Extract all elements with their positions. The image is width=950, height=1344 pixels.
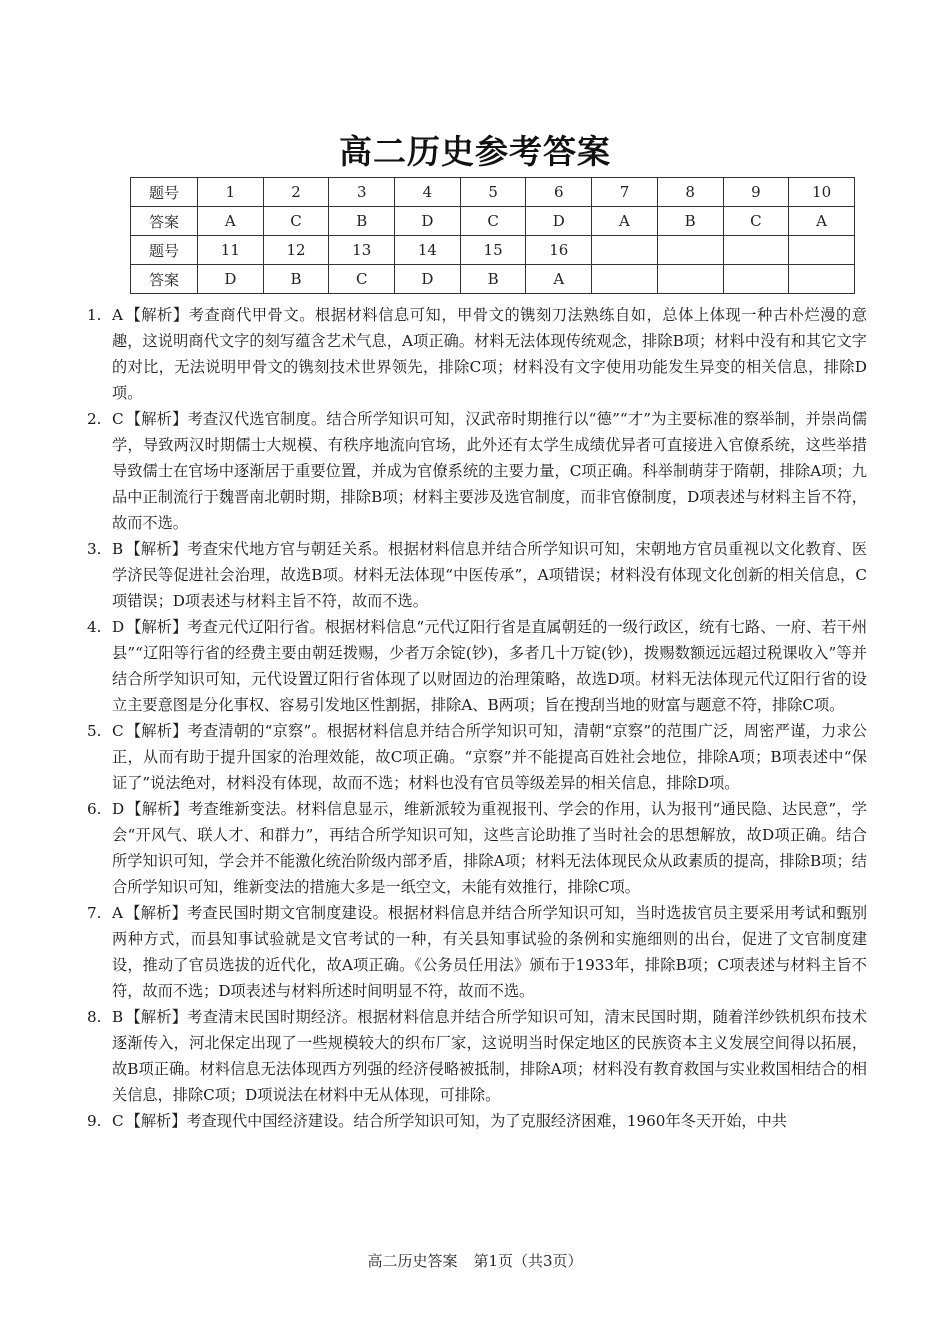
table-cell: 8	[657, 178, 723, 207]
table-cell: B	[263, 265, 329, 294]
table-cell: A	[526, 265, 592, 294]
item-answer: D	[112, 800, 125, 818]
table-cell: A	[592, 207, 658, 236]
explanation-item	[87, 614, 867, 718]
analysis-tag: 【解析】	[124, 904, 188, 922]
table-cell	[789, 265, 855, 294]
item-text: 考查元代辽阳行省。根据材料信息“元代辽阳行省是直属朝廷的一级行政区，统有七路、一府、若干州县”“辽阳等行省的经费主要由朝廷拨赐，少者万余锭(钞)，多者几十万锭(钞)，拨赐数额远远超过税课收入”等并结合所学知识可知，元代设置辽阳行省体现了以财固边的治理策略，故选D项。材料无法体现元代辽阳行省的设立主要意图是分化事权、容易引发地区性割据，排除A、B两项；旨在搜刮当地的财富与题意不符，排除C项。	[112, 618, 868, 714]
explanation-item	[87, 536, 867, 614]
table-cell: B	[460, 265, 526, 294]
analysis-tag: 【解析】	[125, 1008, 188, 1026]
table-cell: D	[526, 207, 592, 236]
table-cell	[789, 236, 855, 265]
table-cell: 4	[395, 178, 461, 207]
table-cell	[657, 236, 723, 265]
table-row	[131, 236, 855, 265]
table-cell: 13	[329, 236, 395, 265]
table-cell: 9	[723, 178, 789, 207]
explanation-item	[87, 796, 867, 900]
item-text: 考查现代中国经济建设。结合所学知识可知，为了克服经济困难，1960年冬天开始，中共	[186, 1112, 787, 1130]
item-number: 2.	[87, 410, 102, 428]
item-number: 3.	[87, 540, 102, 558]
item-answer: C	[112, 410, 124, 428]
explanation-item	[87, 900, 867, 1004]
table-cell: C	[723, 207, 789, 236]
table-cell	[723, 236, 789, 265]
explanation-item	[87, 718, 867, 796]
item-text: 考查宋代地方官与朝廷关系。根据材料信息并结合所学知识可知，宋朝地方官员重视以文化教育、医学济民等促进社会治理，故选B项。材料无法体现“中医传承”，A项错误；材料没有体现文化创新的相关信息，C项错误；D项表述与材料主旨不符，故而不选。	[112, 540, 868, 610]
table-cell: 1	[198, 178, 264, 207]
analysis-tag: 【解析】	[126, 618, 188, 636]
item-text: 考查汉代选官制度。结合所学知识可知，汉武帝时期推行以“德”“才”为主要标准的察举制，并崇尚儒学，导致两汉时期儒士大规模、有秩序地流向官场，此外还有太学生成绩优异者可直接进入官僚系统，这些举措导致儒士在官场中逐渐居于重要位置，并成为官僚系统的主要力量，C项正确。科举制萌芽于隋朝，排除A项；九品中正制流行于魏晋南北朝时期，排除B项；材料主要涉及选官制度，而非官僚制度，D项表述与材料主旨不符，故而不选。	[112, 410, 868, 532]
item-answer: D	[112, 618, 125, 636]
table-cell: 10	[789, 178, 855, 207]
item-text: 考查维新变法。材料信息显示，维新派较为重视报刊、学会的作用，认为报刊“通民隐、达民意”，学会“开风气、联人才、和群力”，再结合所学知识可知，这些言论助推了当时社会的思想解放，故D项正确。结合所学知识可知，学会并不能激化统治阶级内部矛盾，排除A项；材料无法体现民众从政素质的提高，排除B项；结合所学知识可知，维新变法的措施大多是一纸空文，未能有效推行，排除C项。	[112, 800, 867, 896]
table-cell: B	[329, 207, 395, 236]
analysis-tag: 【解析】	[125, 722, 188, 740]
item-text: 考查清朝的“京察”。根据材料信息并结合所学知识可知，清朝“京察”的范围广泛，周密严谨，力求公正，从而有助于提升国家的治理效能，故C项正确。“京察”并不能提高百姓社会地位，排除A项；B项表述中“保证了”说法绝对，材料没有体现，故而不选；材料也没有官员等级差异的相关信息，排除D项。	[112, 722, 867, 792]
item-number: 4.	[87, 618, 102, 636]
table-cell: 2	[263, 178, 329, 207]
row-header: 答案	[131, 207, 198, 236]
item-number: 8.	[87, 1008, 102, 1026]
table-cell: A	[198, 207, 264, 236]
table-cell: 5	[460, 178, 526, 207]
table-cell: C	[263, 207, 329, 236]
table-cell	[592, 265, 658, 294]
table-cell	[657, 265, 723, 294]
row-header: 题号	[131, 178, 198, 207]
item-answer: B	[112, 1008, 124, 1026]
table-row	[131, 265, 855, 294]
table-cell: 16	[526, 236, 592, 265]
item-text: 考查商代甲骨文。根据材料信息可知，甲骨文的镌刻刀法熟练自如，总体上体现一种古朴烂漫的意趣，这说明商代文字的刻写蕴含艺术气息，A项正确。材料无法体现传统观念，排除B项；材料中没有和其它文字的对比，无法说明甲骨文的镌刻技术世界领先，排除C项；材料没有文字使用功能发生异变的相关信息，排除D项。	[112, 306, 868, 402]
table-cell: 12	[263, 236, 329, 265]
item-number: 9.	[87, 1112, 102, 1130]
table-cell	[592, 236, 658, 265]
item-number: 6.	[87, 800, 102, 818]
page-footer	[0, 1250, 950, 1271]
table-cell: A	[789, 207, 855, 236]
table-cell: D	[198, 265, 264, 294]
item-text: 考查民国时期文官制度建设。根据材料信息并结合所学知识可知，当时选拔官员主要采用考试和甄别两种方式，而县知事试验就是文官考试的一种，有关县知事试验的条例和实施细则的出台，促进了文官制度建设，推动了官员选拔的近代化，故A项正确。《公务员任用法》颁布于1933年，排除B项；C项表述与材料主旨不符，故而不选；D项表述与材料所述时间明显不符，故而不选。	[112, 904, 868, 1000]
analysis-tag: 【解析】	[125, 540, 188, 558]
explanation-item	[87, 302, 867, 406]
item-answer: C	[112, 1112, 124, 1130]
table-cell: B	[657, 207, 723, 236]
item-answer: B	[112, 540, 124, 558]
table-cell: 11	[198, 236, 264, 265]
explanation-item	[87, 1004, 867, 1108]
explanation-item	[87, 1108, 867, 1134]
footer-page-number: 第1页（共3页）	[473, 1252, 583, 1270]
analysis-tag: 【解析】	[124, 306, 189, 324]
table-row	[131, 178, 855, 207]
row-header: 题号	[131, 236, 198, 265]
table-row	[131, 207, 855, 236]
table-cell: C	[460, 207, 526, 236]
footer-doc-name: 高二历史答案	[367, 1252, 458, 1270]
table-cell: D	[395, 265, 461, 294]
analysis-tag: 【解析】	[125, 1112, 187, 1130]
item-answer: A	[112, 904, 123, 922]
table-cell	[723, 265, 789, 294]
table-cell: 6	[526, 178, 592, 207]
table-cell: 14	[395, 236, 461, 265]
table-cell: 15	[460, 236, 526, 265]
item-answer: C	[112, 722, 124, 740]
table-cell: 7	[592, 178, 658, 207]
answer-key-table	[130, 177, 855, 294]
analysis-tag: 【解析】	[126, 800, 189, 818]
analysis-tag: 【解析】	[125, 410, 188, 428]
table-cell: C	[329, 265, 395, 294]
item-answer: A	[112, 306, 123, 324]
page-title: 高二历史参考答案	[339, 132, 611, 171]
explanation-item	[87, 406, 867, 536]
explanation-list	[87, 302, 867, 1134]
table-cell: 3	[329, 178, 395, 207]
item-number: 7.	[87, 904, 102, 922]
table-cell: D	[395, 207, 461, 236]
row-header: 答案	[131, 265, 198, 294]
item-text: 考查清末民国时期经济。根据材料信息并结合所学知识可知，清末民国时期，随着洋纱铁机织布技术逐渐传入，河北保定出现了一些规模较大的织布厂家，这说明当时保定地区的民族资本主义发展空间得以拓展，故B项正确。材料信息无法体现西方列强的经济侵略被抵制，排除A项；材料没有教育救国与实业救国相结合的相关信息，排除C项；D项说法在材料中无从体现，可排除。	[112, 1008, 868, 1104]
item-number: 5.	[87, 722, 102, 740]
item-number: 1.	[87, 306, 102, 324]
